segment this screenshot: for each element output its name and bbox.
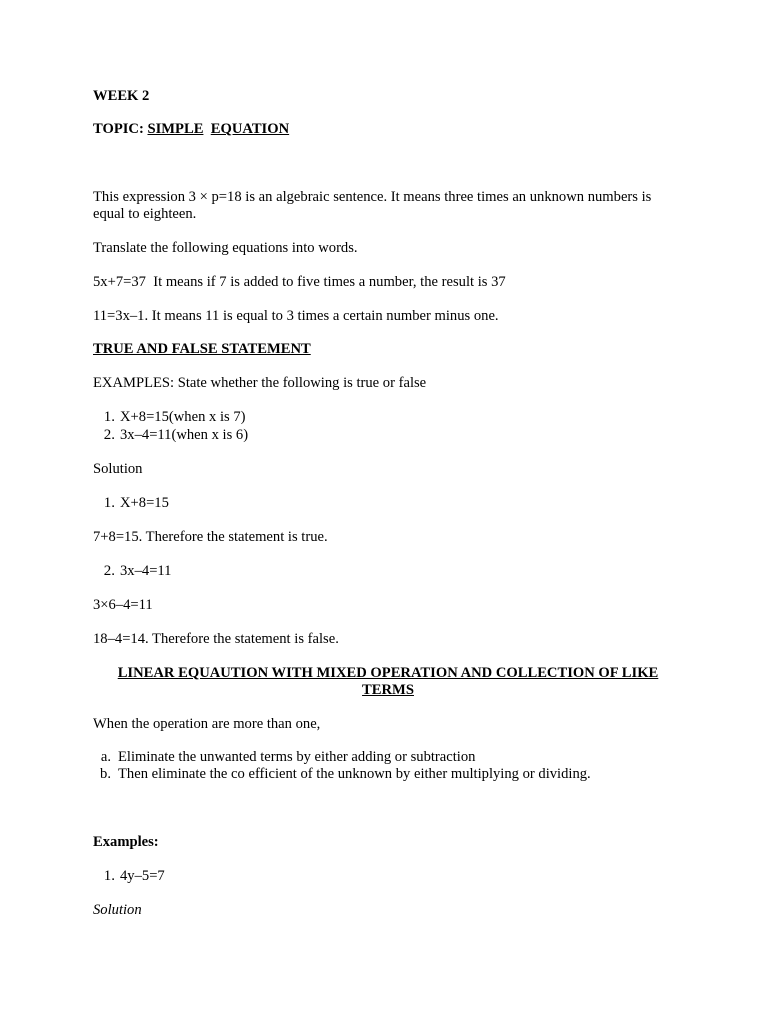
tf-example-1-equation: X+8=15(when x is 7) [120, 409, 246, 425]
step-b-text: Then eliminate the co efficient of the unknown by either multiplying or dividing. [118, 766, 591, 782]
linear-solution-label: Solution [93, 902, 142, 918]
true-false-examples-intro: EXAMPLES: State whether the following is true or false [93, 375, 427, 391]
step-b [93, 766, 591, 783]
week-heading: WEEK 2 [93, 88, 150, 104]
topic-word-equation: EQUATION [210, 121, 290, 137]
equation-2-meaning: It means 11 is equal to 3 times a certain number minus one. [151, 308, 499, 324]
intro-suffix: is an algebraic sentence. It means three times an unknown numbers is equal to eighteen. [93, 189, 652, 222]
step-a [93, 749, 475, 766]
linear-example-1 [93, 868, 165, 885]
true-false-heading: TRUE AND FALSE STATEMENT [93, 341, 311, 357]
equation-1-meaning: It means if 7 is added to five times a number, the result is 37 [153, 274, 506, 290]
solution-2-substitution: 3×6–4=11 [93, 597, 153, 613]
topic-heading [93, 121, 289, 138]
list-number: 1. [103, 409, 115, 425]
solution-2 [93, 563, 171, 580]
equation-1: 5x+7=37 [93, 274, 146, 290]
list-number: 1. [103, 495, 115, 511]
intro-prefix: This expression [93, 189, 186, 205]
list-number: 2. [103, 427, 115, 443]
list-number: 1. [103, 868, 115, 884]
list-letter: a. [100, 749, 111, 765]
list-letter: b. [100, 766, 111, 782]
intro-expression: 3 × p=18 [188, 189, 242, 205]
tf-example-2-equation: 3x–4=11(when x is 6) [120, 427, 249, 443]
linear-example-1-equation: 4y–5=7 [120, 868, 165, 884]
translate-line-1 [93, 274, 506, 291]
linear-intro: When the operation are more than one, [93, 716, 321, 732]
solution-2-equation: 3x–4=11 [120, 563, 172, 579]
linear-equation-heading: LINEAR EQUAUTION WITH MIXED OPERATION AND COLLECTION OF LIKE TERMS [117, 665, 659, 698]
solution-1-check: 7+8=15. Therefore the statement is true. [93, 529, 328, 545]
tf-example-2 [93, 427, 248, 444]
solution-label: Solution [93, 461, 143, 477]
topic-word-simple: SIMPLE [147, 121, 204, 137]
solution-2-check: 18–4=14. Therefore the statement is false. [93, 631, 339, 647]
translate-line-2 [93, 308, 499, 325]
equation-2: 11=3x–1. [93, 308, 149, 324]
topic-prefix: TOPIC: [93, 121, 144, 137]
list-number: 2. [103, 563, 115, 579]
tf-example-1 [93, 409, 246, 426]
translate-heading: Translate the following equations into words. [93, 240, 358, 256]
intro-paragraph [93, 189, 678, 223]
solution-1-equation: X+8=15 [120, 495, 169, 511]
examples-label: Examples: [93, 834, 159, 850]
step-a-text: Eliminate the unwanted terms by either adding or subtraction [118, 749, 476, 765]
solution-1 [93, 495, 169, 512]
